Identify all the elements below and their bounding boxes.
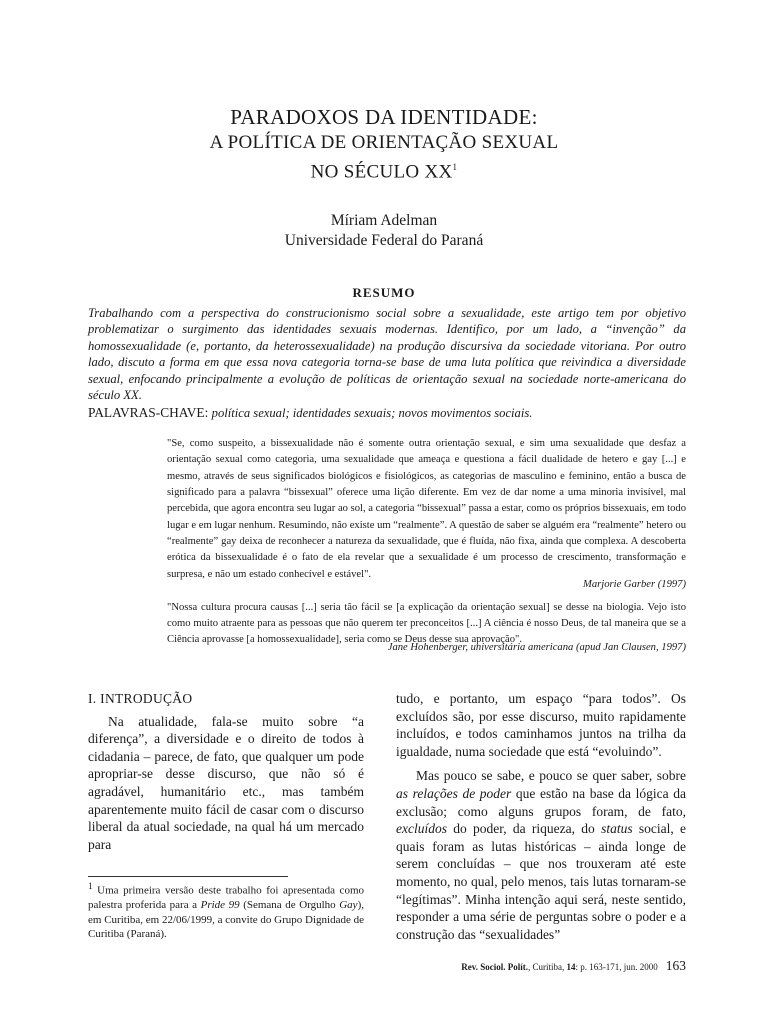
para-text: social, e quais foram as lutas históricas – ainda longe de serem concluídas – que nos trouxeram até este momento, no qual, pelo menos, tais lutas tornaram-se “legítimas”. Minha intenção aqui será, neste sentido, responder a uma série de perguntas sobre o poder e a construção das “sexualidades” [396, 821, 686, 942]
para-text: Mas pouco se sabe, e pouco se quer saber, sobre [416, 768, 686, 784]
section-heading-introduction: I. INTRODUÇÃO [88, 691, 193, 706]
epigraph-garber: "Se, como suspeito, a bissexualidade não é somente outra orientação sexual, e sim uma sexualidade que desfaz a orientação sexual como categoria, uma sexualidade que ameaça e questiona a fácil dualidade de hetero e gay [...] e mesmo, através de seus significados biológicos e fisiológicos, as categorias de masculino e feminino, então a busca de significado para a palavra “bissexual” oferece uma lição diferente. Em vez de dar nome a uma minoria invisível, mal percebida, que agora encontra seu lugar ao sol, a categoria “bissexual” passa a estar, como os próprios bissexuais, em todo lugar e em lugar nenhum. Resumindo, não existe um “realmente”. A questão de saber se alguém era “realmente” hetero ou “realmente” gay deixa de reconhecer a natureza da sexualidade, que é fluída, não fixa, ainda que complexa. A descoberta erótica da bissexualidade é o fato de ela revelar que a sexualidade é um processo de crescimento, transformação e surpresa, e não um estado conhecível e estável". [167, 438, 686, 580]
title-line-2: A POLÍTICA DE ORIENTAÇÃO SEXUAL [209, 132, 559, 153]
title-line-3 [0, 155, 768, 184]
page-footer [426, 958, 686, 974]
footnote-separator [88, 876, 288, 877]
epigraph-hohenberger-attribution: Jane Hohenberger, universitária americana (apud Jan Clausen, 1997) [387, 642, 686, 653]
keywords-line [88, 404, 686, 422]
para-text: que estão na base da lógica da exclusão; como alguns grupos foram, de fato, [396, 785, 686, 819]
author-name: Míriam Adelman [330, 212, 438, 229]
journal-name: Rev. Sociol. Polít. [461, 962, 528, 972]
para-emphasis: as relações de poder [396, 785, 512, 801]
footer-issue: 14 [566, 962, 576, 972]
title-line-3-text: NO SÉCULO XX [310, 161, 453, 183]
abstract-heading: RESUMO [352, 285, 416, 300]
body-paragraph-power [396, 767, 686, 943]
para-emphasis: excluídos [396, 821, 447, 837]
author-block [0, 211, 768, 251]
keywords-text: política sexual; identidades sexuais; novos movimentos sociais. [211, 406, 533, 420]
abstract-text: Trabalhando com a perspectiva do construcionismo social sobre a sexualidade, este artigo tem por objetivo problematizar o surgimento das identidades sexuais modernas. Identifico, por um lado, a “invenção” da homossexualidade (e, portanto, da heterossexualidade) na produção discursiva da sociedade vitoriana. Por outro lado, discuto a forma em que essa nova categoria torna-se base de uma luta política que reivindica a diversidade sexual, enfocando principalmente a evolução de políticas de orientação sexual na sociedade norte-americana do século XX. [88, 306, 686, 403]
footnote-emphasis: Pride 99 [200, 899, 240, 912]
author-affiliation: Universidade Federal do Paraná [284, 232, 484, 249]
footnote [88, 879, 364, 942]
body-paragraph: Na atualidade, fala-se muito sobre “a diferença”, a diversidade e o direito de todos à cidadania – parece, de fato, que qualquer um pode apropriar-se desse discurso, que não só é agradável, humanitário etc., mas também aparentemente muito fácil de casar com o discurso liberal da atual sociedade, na qual há um mercado para [88, 713, 364, 852]
page-number: 163 [665, 958, 686, 973]
footer-text: , Curitiba, [528, 962, 567, 972]
epigraph-hohenberger: "Nossa cultura procura causas [...] seria tão fácil se [a explicação da orientação sexual] se desse na biologia. Vejo isto como muito atraente para as pessoas que não querem ter preconceitos [...] A ciência é nosso Deus, de tal maneira que se a Ciência aprovasse [a homossexualidade], seria como se Deus desse sua aprovação". [167, 602, 686, 645]
keywords-label: PALAVRAS-CHAVE: [88, 405, 209, 420]
footnote-text: ), em Curitiba, em 22/06/1999, a convite do Grupo Dignidade de Curitiba (Paraná). [88, 899, 364, 941]
title-footnote-mark: 1 [452, 162, 458, 172]
body-column-right [396, 690, 686, 943]
footnote-emphasis: Gay [339, 899, 358, 912]
title-line-1: PARADOXOS DA IDENTIDADE: [230, 105, 538, 129]
footer-text: : p. 163-171, jun. 2000 [575, 962, 658, 972]
footnote-text: Uma primeira versão deste trabalho foi apresentada como palestra proferida para a [88, 884, 364, 912]
article-title [0, 104, 768, 184]
footnote-text: (Semana de Orgulho [239, 899, 340, 912]
body-paragraph-continued: tudo, e portanto, um espaço “para todos”. Os excluídos são, por esse discurso, muito rapidamente incluídos, e todos caminhamos juntos na trilha da igualdade, numa sociedade que está “evoluindo”. [396, 691, 686, 759]
body-column-left [88, 690, 364, 853]
para-emphasis: status [601, 821, 633, 837]
epigraph-garber-attribution: Marjorie Garber (1997) [583, 579, 686, 590]
footnote-number: 1 [88, 881, 93, 891]
para-text: do poder, da riqueza, do [446, 821, 602, 837]
